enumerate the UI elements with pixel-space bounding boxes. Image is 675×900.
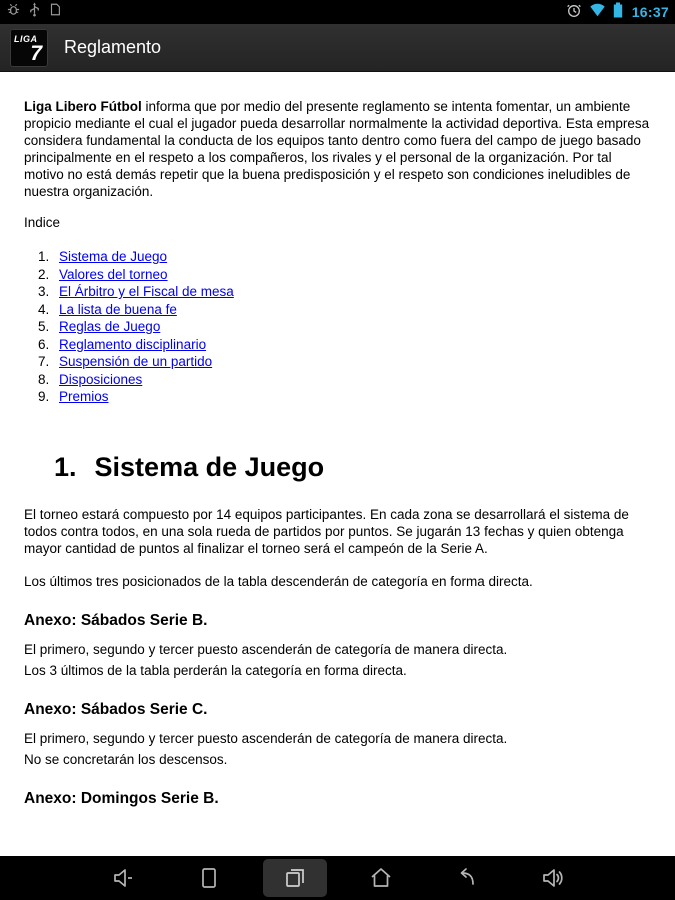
page-title: Reglamento <box>64 37 162 57</box>
action-bar <box>0 24 675 72</box>
anexo-heading-sabados-serie-c: Anexo: Sábados Serie C. <box>24 700 208 718</box>
index-link-sistema-de-juego[interactable]: Sistema de Juego <box>59 249 168 264</box>
anexo-heading-sabados-serie-b: Anexo: Sábados Serie B. <box>24 611 208 629</box>
section-heading-number: 1. <box>54 451 77 482</box>
status-bar <box>0 0 675 24</box>
index-link-reglas-de-juego[interactable]: Reglas de Juego <box>59 319 161 334</box>
index-item-number: 1. <box>38 249 50 264</box>
index-list-item <box>38 371 651 389</box>
index-item-number: 4. <box>38 301 50 317</box>
battery-icon <box>613 2 623 23</box>
index-list-item <box>38 266 651 284</box>
home-icon <box>368 865 394 891</box>
usb-icon <box>27 2 42 22</box>
navigation-bar <box>0 856 675 900</box>
index-link-reglamento-disciplinario[interactable]: Reglamento disciplinario <box>59 336 207 352</box>
index-item-number: 2. <box>38 266 50 282</box>
status-bar-right <box>566 2 669 23</box>
section-paragraph: Los últimos tres posicionados de la tabla descenderán de categoría en forma directa. <box>24 573 533 589</box>
index-list-item <box>38 248 651 266</box>
index-label: Indice <box>24 215 61 230</box>
status-clock: 16:37 <box>631 4 669 20</box>
index-item-number: 6. <box>38 336 50 352</box>
index-link-disposiciones[interactable]: Disposiciones <box>59 371 143 387</box>
index-item-number: 7. <box>38 354 50 369</box>
volume-up-icon <box>540 865 566 891</box>
usb-debugging-icon <box>6 2 21 22</box>
index-list <box>38 248 651 406</box>
storage-icon <box>48 2 62 22</box>
index-list-item <box>38 283 651 301</box>
index-link-suspension-partido[interactable]: Suspensión de un partido <box>59 354 213 369</box>
volume-down-icon <box>110 865 136 891</box>
index-link-valores-del-torneo[interactable]: Valores del torneo <box>59 266 168 282</box>
recent-apps-button[interactable] <box>263 859 327 897</box>
index-link-arbitro-fiscal[interactable]: El Árbitro y el Fiscal de mesa <box>59 284 234 299</box>
back-icon <box>454 865 480 891</box>
volume-up-button[interactable] <box>521 859 585 897</box>
anexo-heading-domingos-serie-b: Anexo: Domingos Serie B. <box>24 789 219 807</box>
intro-lead: Liga Libero Fútbol <box>24 99 142 114</box>
app-logo-number: 7 <box>30 41 42 65</box>
anexo-line: El primero, segundo y tercer puesto ascenderán de categoría de manera directa. <box>24 641 508 657</box>
anexo-line: No se concretarán los descensos. <box>24 751 228 767</box>
section-heading <box>24 452 651 482</box>
back-button[interactable] <box>435 859 499 897</box>
index-list-item <box>38 353 651 371</box>
index-item-number: 9. <box>38 389 50 404</box>
section-paragraph: El torneo estará compuesto por 14 equipos participantes. En cada zona se desarrollará el sistema de todos contra todos, en una sola rueda de partidos por puntos. Se jugarán 13 fechas y quien obtenga mayor cantidad de puntos al finalizar el torneo será el campeón de la Serie A. <box>24 506 629 556</box>
anexo-line: Los 3 últimos de la tabla perderán la categoría en forma directa. <box>24 662 407 678</box>
index-item-number: 8. <box>38 371 50 387</box>
anexo-line: El primero, segundo y tercer puesto ascenderán de categoría de manera directa. <box>24 730 508 746</box>
recent-apps-icon <box>282 865 308 891</box>
app-logo-icon[interactable] <box>10 29 48 67</box>
status-bar-left <box>6 2 62 22</box>
screenshot-button[interactable] <box>177 859 241 897</box>
home-button[interactable] <box>349 859 413 897</box>
intro-rest: informa que por medio del presente reglamento se intenta fomentar, un ambiente propicio mediante el cual el jugador pueda desarrollar normalmente la actividad deportiva. Esta empresa considera fundamental la conducta de los equipos tanto dentro como fuera del campo de juego basado principalmente en el respeto a los compañeros, los rivales y el personal de la organización. Por tal motivo no está demás repetir que la buena predisposición y el respeto son condiciones ineludibles de nuestra organización. <box>24 99 650 199</box>
index-item-number: 3. <box>38 284 50 299</box>
index-link-lista-buena-fe[interactable]: La lista de buena fe <box>59 301 177 317</box>
app-logo-text: LIGA <box>14 33 38 44</box>
alarm-icon <box>566 2 582 23</box>
volume-down-button[interactable] <box>91 859 155 897</box>
index-list-item <box>38 301 651 319</box>
index-link-premios[interactable]: Premios <box>59 389 109 404</box>
index-list-item <box>38 336 651 354</box>
webview-scrollable-content[interactable] <box>0 72 675 856</box>
intro-paragraph <box>24 98 651 200</box>
index-list-item <box>38 318 651 336</box>
wifi-icon <box>589 3 606 22</box>
screen-icon <box>196 865 222 891</box>
index-item-number: 5. <box>38 319 50 334</box>
section-heading-title: Sistema de Juego <box>94 451 325 482</box>
index-list-item <box>38 388 651 406</box>
